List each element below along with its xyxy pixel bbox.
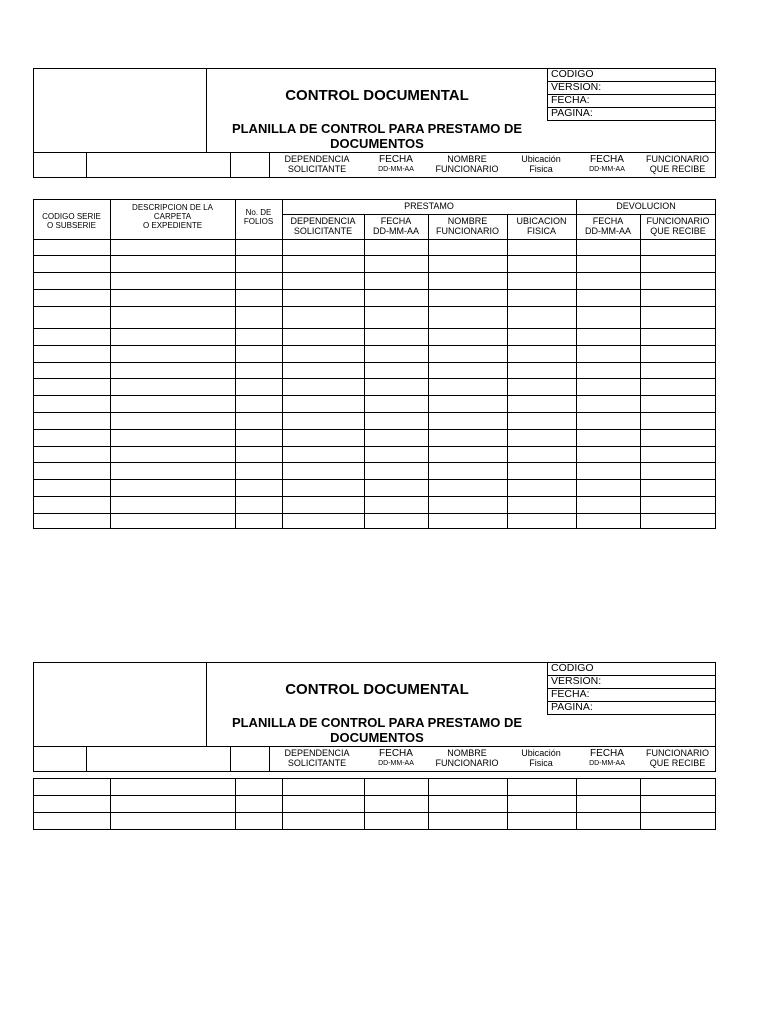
table-row: [33, 462, 716, 463]
table-row: [33, 795, 716, 796]
grid-line: [86, 152, 87, 178]
grid-line: [110, 778, 111, 830]
grid-line: [640, 778, 641, 830]
form-subtitle-line-2: DOCUMENTOS: [330, 730, 424, 745]
table-row: [33, 345, 716, 346]
grid-line: [507, 778, 508, 830]
version-label: VERSION:: [551, 675, 602, 687]
page-title: CONTROL DOCUMENTAL: [285, 681, 469, 698]
pagina-label: PAGINA:: [551, 701, 593, 713]
strip-fecha: FECHA DD-MM-AA: [378, 748, 414, 767]
table-row: [33, 378, 716, 379]
table-row: [33, 272, 716, 273]
strip-funcionario: FUNCIONARIO QUE RECIBE: [646, 748, 709, 769]
grid-line: [33, 152, 716, 153]
col-d-fecha: FECHA DD-MM-AA: [585, 216, 631, 237]
strip-ubicacion: Ubicación Fisica: [521, 154, 561, 175]
grid-line: [33, 746, 716, 747]
table-row: [33, 496, 716, 497]
strip-funcionario: FUNCIONARIO QUE RECIBE: [646, 154, 709, 175]
grid-line: [576, 778, 577, 830]
col-d-funcionario: FUNCIONARIO QUE RECIBE: [646, 216, 710, 237]
table-row: [33, 255, 716, 256]
strip-ubicacion: Ubicación Fisica: [521, 748, 561, 769]
strip-dependencia: DEPENDENCIA SOLICITANTE: [284, 154, 350, 175]
col-folios: No. DE FOLIOS: [243, 208, 274, 227]
version-label: VERSION:: [551, 81, 602, 93]
group-devolucion: DEVOLUCION: [616, 201, 676, 211]
col-p-dependencia: DEPENDENCIA SOLICITANTE: [290, 216, 356, 237]
grid-line: [640, 214, 641, 529]
table-row: [33, 289, 716, 290]
strip-fecha: FECHA DD-MM-AA: [378, 154, 414, 173]
pagina-label: PAGINA:: [551, 107, 593, 119]
grid-line: [282, 214, 716, 215]
table-row: [33, 513, 716, 514]
grid-line: [428, 778, 429, 830]
grid-line: [364, 214, 365, 529]
table-row: [33, 812, 716, 813]
table-row: [33, 412, 716, 413]
table-row: [33, 395, 716, 396]
table-row: [33, 328, 716, 329]
fecha-label: FECHA:: [551, 94, 590, 106]
grid-line: [269, 746, 270, 772]
grid-line: [33, 239, 716, 240]
table-row: [33, 429, 716, 430]
table-row: [33, 362, 716, 363]
grid-line: [269, 152, 270, 178]
fecha-label: FECHA:: [551, 688, 590, 700]
codigo-label: CÓDIGO: [551, 662, 594, 674]
grid-line: [507, 214, 508, 529]
grid-line: [235, 778, 236, 830]
form-subtitle-line-1: PLANILLA DE CONTROL PARA PRESTAMO DE: [231, 121, 523, 136]
col-p-nombre: NOMBRE FUNCIONARIO: [436, 216, 499, 237]
page-title: CONTROL DOCUMENTAL: [285, 87, 469, 104]
grid-line: [547, 120, 716, 121]
form-subtitle-line-1: PLANILLA DE CONTROL PARA PRESTAMO DE: [231, 715, 523, 730]
table-row: [33, 479, 716, 480]
col-descripcion: DESCRIPCION DE LA CARPETA O EXPEDIENTE: [132, 203, 213, 231]
grid-line: [230, 152, 231, 178]
grid-line: [364, 778, 365, 830]
table-row: [33, 306, 716, 307]
table-row: [33, 446, 716, 447]
col-p-ubicacion: UBICACION FISICA: [516, 216, 567, 237]
strip-nombre: NOMBRE FUNCIONARIO: [435, 154, 499, 175]
grid-line: [86, 746, 87, 772]
grid-line: [547, 714, 716, 715]
col-p-fecha: FECHA DD-MM-AA: [373, 216, 419, 237]
form-subtitle-line-2: DOCUMENTOS: [330, 136, 424, 151]
grid-line: [230, 746, 231, 772]
strip-fecha-2: FECHA DD-MM-AA: [589, 748, 625, 767]
group-prestamo: PRESTAMO: [404, 201, 454, 211]
strip-dependencia: DEPENDENCIA SOLICITANTE: [284, 748, 350, 769]
strip-fecha-2: FECHA DD-MM-AA: [589, 154, 625, 173]
strip-nombre: NOMBRE FUNCIONARIO: [435, 748, 499, 769]
grid-line: [282, 778, 283, 830]
codigo-label: CÓDIGO: [551, 68, 594, 80]
col-codigo: CODIGO SERIE O SUBSERIE: [42, 212, 101, 231]
grid-line: [428, 214, 429, 529]
